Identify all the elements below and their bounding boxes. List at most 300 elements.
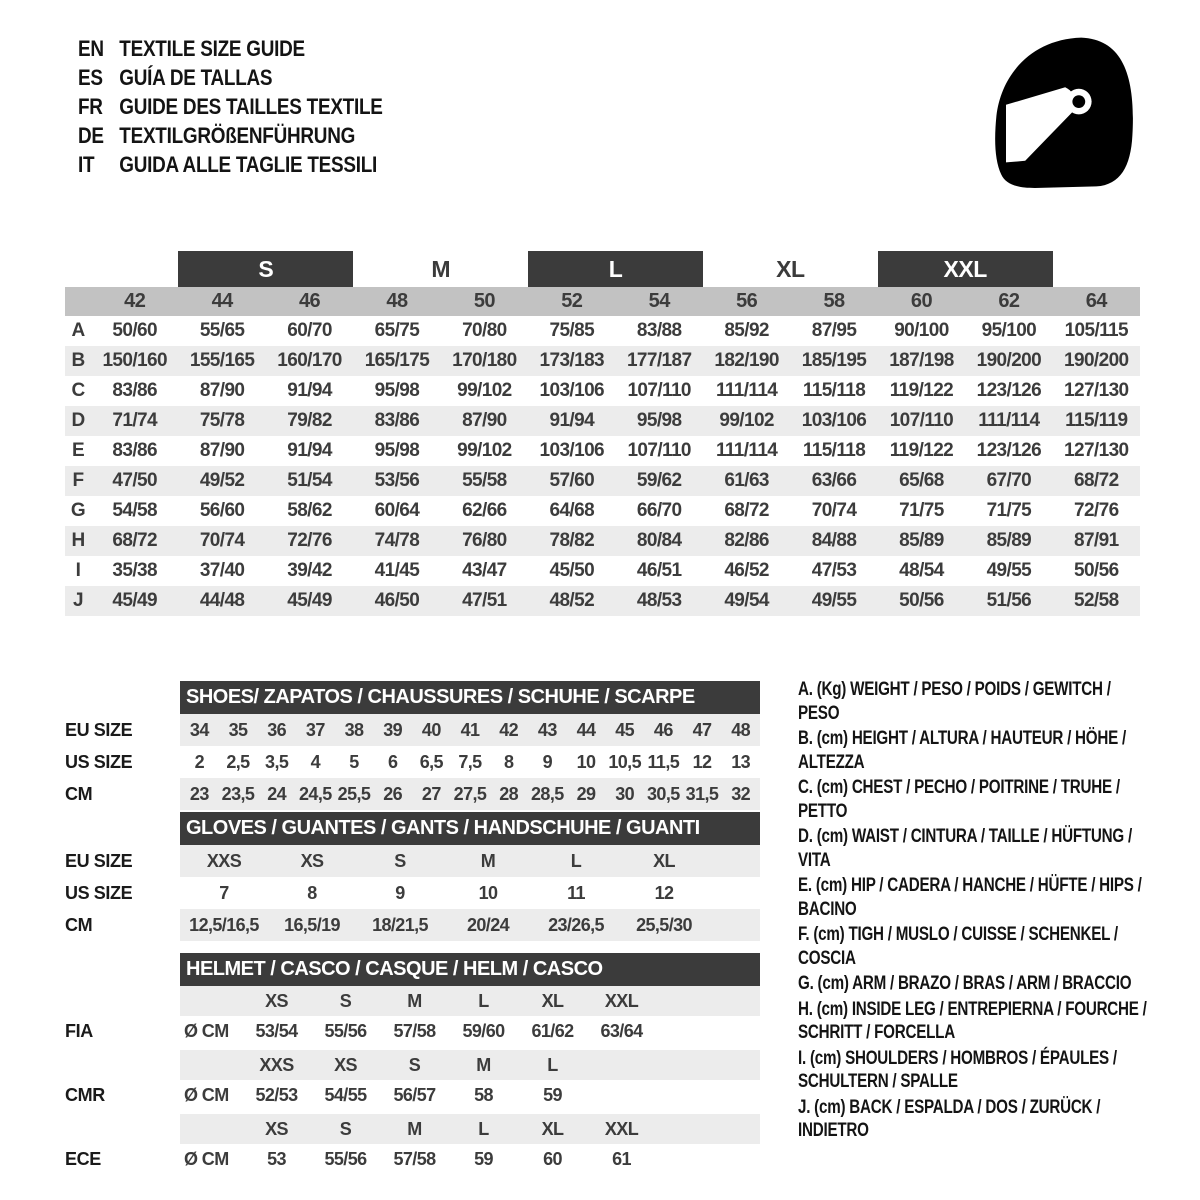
value-cell: 55/58 xyxy=(462,470,507,491)
value-cell: 30 xyxy=(615,784,635,804)
value-cell: 103/106 xyxy=(539,380,605,401)
value-cell: 95/100 xyxy=(981,320,1037,341)
value-cell: 62/66 xyxy=(462,500,507,521)
value-cell: 58 xyxy=(474,1085,493,1105)
value-cell: 48/54 xyxy=(899,560,944,581)
value-cell: 83/86 xyxy=(112,440,157,461)
value-cell: 31,5 xyxy=(685,784,719,804)
value-cell: XL xyxy=(653,851,675,871)
value-cell: 190/200 xyxy=(1064,350,1129,371)
measurement-legend xyxy=(798,678,1150,1145)
helmet-value-row-ece xyxy=(65,1144,760,1174)
value-cell: 82/86 xyxy=(724,530,769,551)
value-cell: 84/88 xyxy=(811,530,857,551)
language-title: GUÍA DE TALLAS xyxy=(119,65,273,90)
helmet-size-band xyxy=(180,986,760,1016)
legend-item-h: H. (cm) INSIDE LEG / ENTREPIERNA / FOURCHE / SCHRITT / FORCELLA xyxy=(798,998,1147,1043)
helmet-value-row-cmr xyxy=(65,1080,760,1110)
size-col-54: 54 xyxy=(648,290,670,312)
value-cell: 57/60 xyxy=(549,470,595,491)
legend-item-d: D. (cm) WAIST / CINTURA / TAILLE / HÜFTUNG / VITA xyxy=(798,826,1132,871)
size-cell: M xyxy=(476,1055,491,1075)
unit-spacer xyxy=(180,1114,242,1144)
value-cell: 65/68 xyxy=(899,470,944,491)
legend-item-b: B. (cm) HEIGHT / ALTURA / HAUTEUR / HÖHE / ALTEZZA xyxy=(798,728,1126,773)
filler-cell xyxy=(708,877,760,909)
shoes-rows xyxy=(65,714,760,810)
legend-item-e: E. (cm) HIP / CADERA / HANCHE / HÜFTE / HIPS / BACINO xyxy=(798,875,1142,920)
language-row xyxy=(78,34,491,63)
value-cell: 5 xyxy=(349,752,359,772)
agency-label: FIA xyxy=(65,1021,93,1041)
value-cell: 90/100 xyxy=(894,320,949,341)
value-cell: 61 xyxy=(612,1149,631,1169)
value-cell: 46/51 xyxy=(636,560,682,581)
legend-item-g: G. (cm) ARM / BRAZO / BRAS / ARM / BRACCIO xyxy=(798,973,1132,994)
size-cell: L xyxy=(478,1119,489,1139)
size-group-header xyxy=(65,251,1140,287)
size-col-52: 52 xyxy=(561,290,583,312)
value-cell: 13 xyxy=(731,752,751,772)
value-cell: 10 xyxy=(478,883,498,903)
value-cell: 119/122 xyxy=(889,380,954,401)
value-cell: 107/110 xyxy=(889,410,954,431)
value-cell: 103/106 xyxy=(801,410,867,431)
language-row xyxy=(78,121,491,150)
helmet-size-header-cmr xyxy=(65,1050,760,1080)
agency-label: ECE xyxy=(65,1149,101,1169)
value-cell: 85/89 xyxy=(899,530,944,551)
row-label: US SIZE xyxy=(65,883,133,903)
legend-item-f: F. (cm) TIGH / MUSLO / CUISSE / SCHENKEL / COSCIA xyxy=(798,924,1118,969)
filler-cell xyxy=(656,1080,760,1110)
value-cell: 65/75 xyxy=(374,320,420,341)
value-cell: 49/55 xyxy=(811,590,857,611)
row-label: EU SIZE xyxy=(65,851,133,871)
row-label: F xyxy=(72,470,84,491)
language-code: EN xyxy=(78,36,104,61)
size-cell: XXL xyxy=(604,991,639,1011)
value-cell: 12 xyxy=(654,883,674,903)
value-cell: 68/72 xyxy=(112,530,157,551)
value-cell: 9 xyxy=(395,883,405,903)
filler-cell xyxy=(708,909,760,941)
language-title: GUIDA ALLE TAGLIE TESSILI xyxy=(119,152,378,177)
measurement-row-h xyxy=(65,526,1140,556)
value-cell: 56/57 xyxy=(393,1085,436,1105)
value-cell: 67/70 xyxy=(986,470,1032,491)
value-cell: 105/115 xyxy=(1064,320,1128,341)
row-label: EU SIZE xyxy=(65,720,133,740)
value-cell: 75/85 xyxy=(549,320,595,341)
value-cell: 71/74 xyxy=(112,410,157,431)
value-cell: 55/56 xyxy=(324,1149,367,1169)
row-label: CM xyxy=(65,784,93,804)
value-cell: 59/62 xyxy=(636,470,682,491)
value-cell: 6 xyxy=(387,752,398,772)
helmet-value-band xyxy=(180,1080,760,1110)
value-cell: 32 xyxy=(731,784,751,804)
size-col-42: 42 xyxy=(124,290,146,312)
value-cell: 74/78 xyxy=(374,530,420,551)
helmet-value-band xyxy=(180,1144,760,1174)
value-cell: 170/180 xyxy=(452,350,517,371)
value-cell: 20/24 xyxy=(466,915,510,935)
row-label xyxy=(65,986,180,1016)
value-cell: 9 xyxy=(542,752,553,772)
value-cell: 48 xyxy=(731,720,751,740)
value-cell: 51/56 xyxy=(986,590,1032,611)
value-cell: 155/165 xyxy=(189,350,255,371)
value-cell: 111/114 xyxy=(715,440,778,461)
value-cell: 83/88 xyxy=(636,320,682,341)
value-cell: 99/102 xyxy=(457,440,512,461)
language-title-list xyxy=(78,34,491,179)
value-cell: 43/47 xyxy=(462,560,507,581)
value-cell: 12 xyxy=(692,752,712,772)
value-cell: 52/58 xyxy=(1074,590,1119,611)
value-cell: 12,5/16,5 xyxy=(189,915,259,935)
value-cell: 11,5 xyxy=(647,752,680,772)
value-cell: 41/45 xyxy=(374,560,420,581)
gloves-band xyxy=(180,909,760,941)
size-cell: XS xyxy=(265,991,288,1011)
row-label: H xyxy=(71,530,85,551)
shoes-band xyxy=(180,778,760,810)
value-cell: 26 xyxy=(383,784,403,804)
size-cell: XS xyxy=(334,1055,357,1075)
value-cell: 43 xyxy=(537,720,557,740)
size-group-xl: XL xyxy=(776,256,805,282)
shoes-section-title: SHOES/ ZAPATOS / CHAUSSURES / SCHUHE / SCARPE xyxy=(180,681,760,714)
size-cell: S xyxy=(339,1119,352,1139)
filler-cell xyxy=(708,845,760,877)
measurement-row-a xyxy=(65,316,1140,346)
legend-item-j: J. (cm) BACK / ESPALDA / DOS / ZURÜCK / INDIETRO xyxy=(798,1096,1101,1141)
gloves-band xyxy=(180,845,760,877)
language-title: TEXTILE SIZE GUIDE xyxy=(119,36,305,61)
gloves-row-us-size xyxy=(65,877,760,909)
row-label: B xyxy=(71,350,85,371)
value-cell: 187/198 xyxy=(889,350,954,371)
value-cell: 45/49 xyxy=(287,590,332,611)
value-cell: 48/52 xyxy=(549,590,595,611)
size-cell: L xyxy=(478,991,489,1011)
value-cell: 58/62 xyxy=(287,500,332,521)
value-cell: 50/60 xyxy=(112,320,157,341)
measurement-row-j xyxy=(65,586,1140,616)
value-cell: 123/126 xyxy=(976,440,1042,461)
value-cell: 45 xyxy=(615,720,635,740)
value-cell: 123/126 xyxy=(976,380,1042,401)
measurement-row-f xyxy=(65,466,1140,496)
unit-spacer xyxy=(180,986,242,1016)
value-cell: 7,5 xyxy=(458,752,482,772)
value-cell: XS xyxy=(300,851,324,871)
size-col-60: 60 xyxy=(910,290,932,312)
helmet-size-band xyxy=(180,1114,760,1144)
helmet-size-header-fia xyxy=(65,986,760,1016)
shoes-row-us-size xyxy=(65,746,760,778)
size-cell: XS xyxy=(265,1119,288,1139)
value-cell: 53/56 xyxy=(374,470,420,491)
value-cell: 37 xyxy=(305,720,325,740)
value-cell: 24,5 xyxy=(299,784,332,804)
gloves-band xyxy=(180,877,760,909)
value-cell: 39/42 xyxy=(287,560,332,581)
language-title: GUIDE DES TAILLES TEXTILE xyxy=(119,94,383,119)
value-cell: 68/72 xyxy=(724,500,769,521)
helmet-section-title: HELMET / CASCO / CASQUE / HELM / CASCO xyxy=(180,953,760,986)
gloves-row-cm xyxy=(65,909,760,941)
value-cell: 28,5 xyxy=(531,784,564,804)
value-cell: 70/74 xyxy=(199,530,245,551)
value-cell: 8 xyxy=(503,752,514,772)
value-cell: 68/72 xyxy=(1074,470,1119,491)
value-cell: 95/98 xyxy=(374,380,420,401)
spacer xyxy=(65,941,760,953)
value-cell: 66/70 xyxy=(636,500,682,521)
value-cell: 25,5/30 xyxy=(636,915,692,935)
gloves-rows xyxy=(65,845,760,941)
value-cell: 91/94 xyxy=(549,410,595,431)
value-cell: 27 xyxy=(421,784,441,804)
size-cell xyxy=(587,1050,656,1080)
value-cell: 59/60 xyxy=(462,1021,505,1041)
value-cell: 160/170 xyxy=(277,350,342,371)
value-cell: 83/86 xyxy=(374,410,420,431)
value-cell: 11 xyxy=(567,883,585,903)
row-label xyxy=(65,1050,180,1080)
value-cell: 10 xyxy=(576,752,596,772)
value-cell: 87/90 xyxy=(199,380,245,401)
value-cell: 23 xyxy=(189,784,209,804)
value-cell: 75/78 xyxy=(199,410,245,431)
language-row xyxy=(78,92,491,121)
size-col-64: 64 xyxy=(1085,290,1107,312)
value-cell: 91/94 xyxy=(287,380,332,401)
value-cell: 23/26,5 xyxy=(548,915,604,935)
value-cell: 70/74 xyxy=(811,500,857,521)
value-cell: 55/56 xyxy=(324,1021,367,1041)
value-cell: 91/94 xyxy=(287,440,332,461)
helmet-value-row-fia xyxy=(65,1016,760,1046)
diameter-unit-label: Ø CM xyxy=(184,1149,229,1169)
value-cell: 59 xyxy=(474,1149,493,1169)
value-cell: 182/190 xyxy=(714,350,779,371)
value-cell: 76/80 xyxy=(462,530,507,551)
value-cell: 177/187 xyxy=(626,350,692,371)
value-cell: 52/53 xyxy=(255,1085,298,1105)
value-cell: L xyxy=(570,851,582,871)
value-cell: 10,5 xyxy=(608,752,641,772)
filler-cell xyxy=(656,1016,760,1046)
value-cell: 54/55 xyxy=(324,1085,367,1105)
value-cell: 25,5 xyxy=(337,784,371,804)
value-cell: 60/64 xyxy=(374,500,420,521)
value-cell: 29 xyxy=(576,784,596,804)
value-cell: 185/195 xyxy=(801,350,867,371)
filler-cell xyxy=(656,1114,760,1144)
value-cell: 45/50 xyxy=(549,560,595,581)
row-label: A xyxy=(71,320,85,341)
value-cell: 53/54 xyxy=(255,1021,298,1041)
main-size-table xyxy=(65,251,1140,616)
agency-label: CMR xyxy=(65,1085,105,1105)
size-cell: XXL xyxy=(604,1119,639,1139)
value-cell: 61/63 xyxy=(724,470,769,491)
value-cell: 49/55 xyxy=(986,560,1032,581)
row-label-spacer xyxy=(65,287,91,316)
size-col-62: 62 xyxy=(998,290,1020,312)
value-cell: 46/52 xyxy=(724,560,769,581)
size-cell: L xyxy=(547,1055,558,1075)
shoes-row-cm xyxy=(65,778,760,810)
value-cell: 46/50 xyxy=(374,590,420,611)
value-cell: 80/84 xyxy=(636,530,682,551)
value-cell: 8 xyxy=(307,883,317,903)
value-cell: 95/98 xyxy=(374,440,420,461)
value-cell: 59 xyxy=(543,1085,562,1105)
value-cell: 190/200 xyxy=(976,350,1042,371)
value-cell: 85/89 xyxy=(986,530,1032,551)
size-group-l: L xyxy=(528,251,703,287)
value-cell: XXS xyxy=(206,851,242,871)
value-cell: 37/40 xyxy=(199,560,245,581)
value-cell: 111/114 xyxy=(715,380,778,401)
measurement-row-b xyxy=(65,346,1140,376)
language-row xyxy=(78,150,491,179)
size-cell: XL xyxy=(541,1119,564,1139)
accessory-size-tables xyxy=(65,681,760,1174)
value-cell: 83/86 xyxy=(112,380,157,401)
value-cell: 107/110 xyxy=(627,380,691,401)
value-cell: 57/58 xyxy=(393,1149,436,1169)
legend-item-c: C. (cm) CHEST / PECHO / POITRINE / TRUHE / PETTO xyxy=(798,777,1120,822)
unit-spacer xyxy=(180,1050,242,1080)
value-cell: 127/130 xyxy=(1064,440,1129,461)
value-cell: 2,5 xyxy=(226,752,250,772)
size-col-58: 58 xyxy=(823,290,845,312)
value-cell: 54/58 xyxy=(112,500,157,521)
value-cell: 150/160 xyxy=(102,350,167,371)
row-label: US SIZE xyxy=(65,752,133,772)
value-cell: 55/65 xyxy=(199,320,245,341)
gloves-section-title: GLOVES / GUANTES / GANTS / HANDSCHUHE / GUANTI xyxy=(180,812,760,845)
filler-cell xyxy=(656,986,760,1016)
measurement-rows xyxy=(65,316,1140,616)
value-cell: 60/70 xyxy=(287,320,332,341)
value-cell: 3,5 xyxy=(265,752,289,772)
size-col-56: 56 xyxy=(736,290,758,312)
value-cell: 87/91 xyxy=(1074,530,1119,551)
size-group-s: S xyxy=(178,251,353,287)
measurement-row-d xyxy=(65,406,1140,436)
value-cell: 27,5 xyxy=(453,784,487,804)
size-cell: XL xyxy=(541,991,564,1011)
value-cell: 23,5 xyxy=(221,784,255,804)
value-cell: 42 xyxy=(499,720,519,740)
racing-helmet-icon xyxy=(982,26,1142,198)
row-label: I xyxy=(75,560,81,581)
shoes-band xyxy=(180,746,760,778)
value-cell: 127/130 xyxy=(1064,380,1129,401)
value-cell: 47/50 xyxy=(112,470,157,491)
value-cell: 7 xyxy=(219,883,229,903)
value-cell: 51/54 xyxy=(287,470,332,491)
value-cell: 4 xyxy=(310,752,321,772)
value-cell: 56/60 xyxy=(199,500,245,521)
measurement-row-c xyxy=(65,376,1140,406)
value-cell: 95/98 xyxy=(636,410,682,431)
value-cell: 34 xyxy=(189,720,209,740)
size-cell: XXS xyxy=(259,1055,294,1075)
legend-item-a: A. (Kg) WEIGHT / PESO / POIDS / GEWITCH / PESO xyxy=(798,679,1111,724)
diameter-unit-label: Ø CM xyxy=(184,1021,229,1041)
row-label: E xyxy=(71,440,85,461)
value-cell: 44/48 xyxy=(199,590,245,611)
filler-cell xyxy=(656,1144,760,1174)
value-cell: 79/82 xyxy=(287,410,332,431)
gloves-row-eu-size xyxy=(65,845,760,877)
helmet-rows xyxy=(65,986,760,1174)
value-cell: 44 xyxy=(576,720,596,740)
value-cell: 41 xyxy=(460,720,480,740)
value-cell: 49/52 xyxy=(199,470,245,491)
size-col-50: 50 xyxy=(473,290,495,312)
value-cell: 78/82 xyxy=(549,530,595,551)
value-cell: 47 xyxy=(692,720,712,740)
value-cell: 103/106 xyxy=(539,440,605,461)
helmet-value-band xyxy=(180,1016,760,1046)
value-cell: 36 xyxy=(267,720,287,740)
value-cell: 57/58 xyxy=(393,1021,436,1041)
value-cell: 87/90 xyxy=(199,440,245,461)
shoes-row-eu-size xyxy=(65,714,760,746)
value-cell: 46 xyxy=(653,720,673,740)
value-cell: 115/118 xyxy=(802,440,866,461)
value-cell: 50/56 xyxy=(899,590,944,611)
measurement-row-g xyxy=(65,496,1140,526)
language-code: IT xyxy=(78,152,95,177)
value-cell: 72/76 xyxy=(287,530,332,551)
value-cell: 119/122 xyxy=(889,440,954,461)
size-group-xxl: XXL xyxy=(878,251,1053,287)
value-cell: 28 xyxy=(499,784,519,804)
language-code: FR xyxy=(78,94,103,119)
value-cell: 38 xyxy=(344,720,364,740)
language-code: DE xyxy=(78,123,104,148)
legend-item-i: I. (cm) SHOULDERS / HOMBROS / ÉPAULES / SCHULTERN / SPALLE xyxy=(798,1047,1117,1092)
value-cell: 16,5/19 xyxy=(284,915,340,935)
language-title: TEXTILGRÖßENFÜHRUNG xyxy=(119,123,356,148)
value-cell: 6,5 xyxy=(419,752,443,772)
value-cell: 63/64 xyxy=(600,1021,643,1041)
value-cell: 35 xyxy=(228,720,248,740)
helmet-size-header-ece xyxy=(65,1114,760,1144)
size-cell: M xyxy=(407,1119,422,1139)
size-col-44: 44 xyxy=(211,290,233,312)
value-cell: 87/95 xyxy=(811,320,857,341)
value-cell: 173/183 xyxy=(539,350,605,371)
value-cell: 30,5 xyxy=(647,784,680,804)
row-label: G xyxy=(70,500,86,521)
value-cell: 47/53 xyxy=(811,560,857,581)
value-cell: 107/110 xyxy=(627,440,691,461)
size-cell: M xyxy=(407,991,422,1011)
value-cell: 115/118 xyxy=(802,380,866,401)
value-cell: 2 xyxy=(194,752,205,772)
